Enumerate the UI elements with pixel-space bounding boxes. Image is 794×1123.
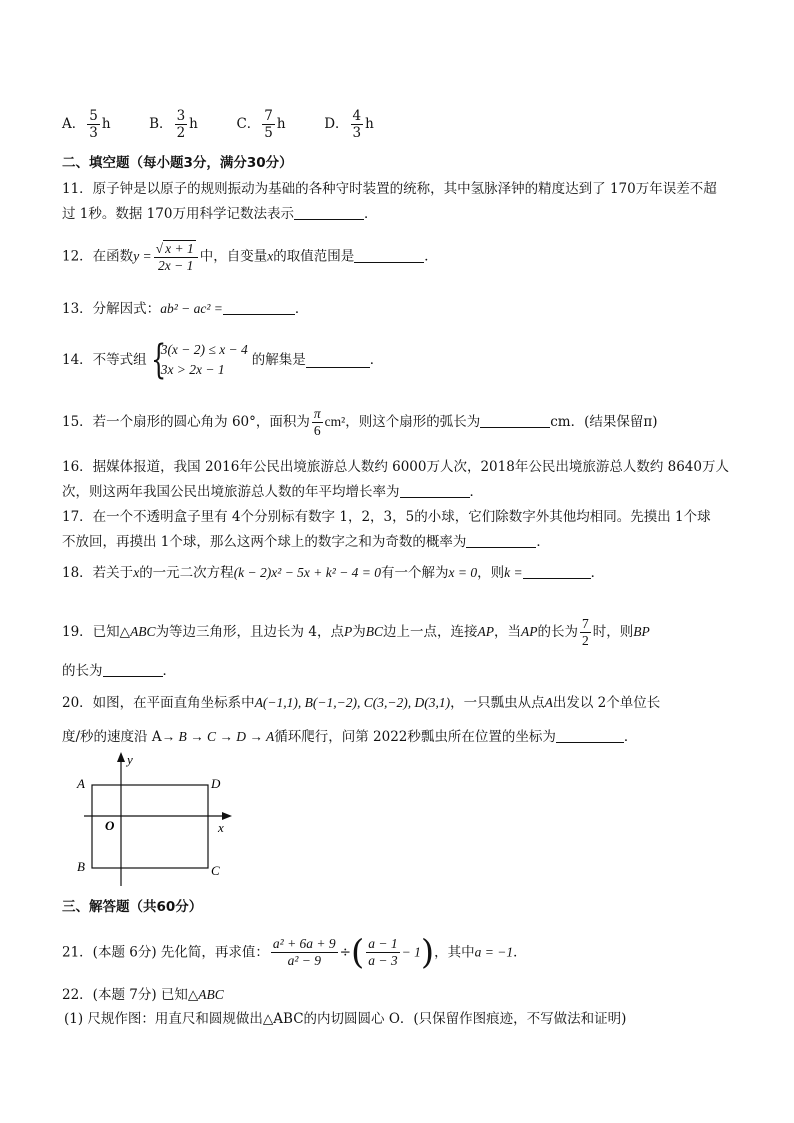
question-19-ap-2: AP bbox=[520, 624, 538, 639]
question-20-line-2 bbox=[62, 728, 637, 746]
option-a-unit: h bbox=[101, 116, 111, 132]
question-20-text-3: 出发以 2个单位长 bbox=[552, 695, 661, 711]
option-a-num: 5 bbox=[89, 108, 98, 124]
question-20-end: ． bbox=[623, 729, 638, 745]
question-15-end: cm．(结果保留π) bbox=[550, 414, 658, 430]
question-15-denominator: 6 bbox=[313, 423, 321, 438]
question-21-divide: ÷ bbox=[339, 944, 351, 961]
question-18-text-3: ，则 bbox=[477, 565, 505, 581]
question-14-row-2: 3x > 2x − 1 bbox=[160, 362, 225, 377]
question-19-text-2: 为 bbox=[352, 624, 366, 640]
question-18-text-2: 有一个解为 bbox=[381, 565, 449, 581]
question-21-numerator-2: a − 1 bbox=[368, 936, 398, 951]
question-19-text-7: 的长为 bbox=[62, 663, 103, 679]
label-d: D bbox=[211, 776, 221, 791]
question-13-prefix: 13．分解因式： bbox=[62, 301, 161, 317]
option-b-label: B． bbox=[149, 116, 173, 132]
option-d-den: 3 bbox=[352, 125, 362, 141]
question-12-var: x bbox=[267, 248, 274, 264]
question-19-text-6: 时，则 bbox=[592, 624, 634, 640]
question-12-numerator: x + 1 bbox=[165, 241, 194, 256]
question-14-prefix: 14．不等式组 bbox=[62, 352, 147, 368]
question-14-end: ． bbox=[369, 352, 384, 368]
question-20-text-1: 20．如图，在平面直角坐标系中 bbox=[62, 695, 255, 711]
question-12-end: ． bbox=[424, 248, 438, 265]
question-22-text: 22．(本题 7分) 已知△ bbox=[62, 987, 199, 1003]
label-c: C bbox=[211, 863, 220, 878]
answer-options bbox=[62, 108, 374, 141]
option-b bbox=[149, 108, 202, 141]
question-21-end: ． bbox=[513, 944, 527, 961]
answer-blank-19[interactable] bbox=[103, 662, 163, 677]
question-15-text: ，则这个扇形的弧长为 bbox=[345, 414, 481, 430]
question-19-text-3: 边上一点，连接 bbox=[382, 624, 478, 640]
question-22-line-1 bbox=[62, 986, 224, 1004]
question-21-denominator-1: a² − 9 bbox=[287, 953, 321, 968]
answer-blank-17[interactable] bbox=[466, 533, 536, 548]
question-16-end: ． bbox=[469, 484, 483, 500]
question-19-ap: AP bbox=[477, 624, 494, 639]
label-a: A bbox=[77, 776, 85, 791]
question-15-numerator: π bbox=[313, 406, 321, 421]
question-18-text: 的一元二次方程 bbox=[139, 565, 234, 581]
question-12-text: 中，自变量 bbox=[199, 248, 268, 265]
answer-blank-20[interactable] bbox=[556, 728, 624, 743]
question-11-end: ． bbox=[363, 206, 378, 222]
x-axis-arrow bbox=[222, 812, 232, 820]
question-19-point-p: P bbox=[343, 624, 353, 639]
question-14-row-1: 3(x − 2) ≤ x − 4 bbox=[160, 342, 248, 357]
question-14-system: { 3(x − 2) ≤ x − 4 3x > 2x − 1 bbox=[150, 337, 248, 383]
question-18-var: x bbox=[133, 565, 140, 580]
question-15 bbox=[62, 406, 658, 439]
question-16-text: 次，则这两年我国公民出境旅游总人数的年平均增长率为 bbox=[62, 484, 400, 500]
question-20-text-2: ，一只瓢虫从点 bbox=[450, 695, 545, 711]
question-22-triangle: ABC bbox=[198, 987, 224, 1002]
question-17-text: 不放回，再摸出 1个球，那么这两个球上的数字之和为奇数的概率为 bbox=[62, 534, 467, 550]
question-17-line-1: 17．在一个不透明盒子里有 4个分别标有数字 1，2，3，5的小球，它们除数字外其他均相同。先摸出 1个球 bbox=[62, 509, 711, 525]
label-y: y bbox=[127, 752, 133, 767]
option-c bbox=[236, 108, 289, 141]
question-12-text-2: 的取值范围是 bbox=[273, 248, 355, 265]
question-18-prefix: 18．若关于 bbox=[62, 565, 134, 581]
question-15-prefix: 15．若一个扇形的圆心角为 60°，面积为 bbox=[62, 414, 310, 430]
question-19-text-5: 的长为 bbox=[537, 624, 578, 640]
option-c-label: C． bbox=[236, 116, 261, 132]
question-12-denominator: 2x − 1 bbox=[158, 258, 194, 273]
coordinate-figure bbox=[70, 750, 240, 890]
question-19-prefix: 19．已知△ bbox=[62, 624, 131, 640]
question-19-bp: BP bbox=[633, 624, 650, 639]
answer-blank-18[interactable] bbox=[523, 564, 591, 579]
question-17-end: ． bbox=[536, 534, 550, 550]
question-18-solution: x = 0 bbox=[448, 565, 478, 580]
question-18 bbox=[62, 564, 604, 582]
question-20-line-1 bbox=[62, 694, 660, 712]
question-19-denominator: 2 bbox=[581, 633, 589, 648]
question-19-numerator: 7 bbox=[581, 616, 589, 631]
question-21-text: ，其中 bbox=[434, 944, 475, 961]
question-21-denominator-2: a − 3 bbox=[368, 953, 398, 968]
option-d-label: D． bbox=[324, 116, 349, 132]
label-b: B bbox=[77, 859, 85, 874]
question-19-line-2 bbox=[62, 662, 176, 680]
question-13-expression: ab² − ac² = bbox=[160, 301, 223, 316]
question-21-prefix: 21．(本题 6分) 先化简，再求值： bbox=[62, 944, 269, 961]
question-19-end: ． bbox=[162, 663, 176, 679]
option-d bbox=[324, 108, 374, 141]
answer-blank-11[interactable] bbox=[294, 205, 364, 220]
question-17-line-2 bbox=[62, 533, 550, 551]
label-o: O bbox=[105, 818, 115, 833]
answer-blank-15[interactable] bbox=[480, 413, 550, 428]
question-19-line-1 bbox=[62, 616, 650, 649]
option-b-num: 3 bbox=[176, 108, 186, 124]
option-c-num: 7 bbox=[264, 108, 273, 124]
option-b-unit: h bbox=[189, 116, 198, 132]
option-c-den: 5 bbox=[264, 125, 273, 141]
question-20-point-a: A bbox=[544, 695, 553, 710]
question-21-numerator-1: a² + 6a + 9 bbox=[272, 936, 336, 951]
question-20-text-5: 循环爬行，问第 2022秒瓢虫所在位置的坐标为 bbox=[274, 729, 556, 745]
question-18-k: k = bbox=[504, 565, 523, 580]
question-16-line-1: 16．据媒体报道，我国 2016年公民出境旅游总人数约 6000万人次，2018年公民出境旅游总人数约 8640万人 bbox=[62, 459, 729, 475]
option-a bbox=[62, 108, 115, 141]
option-a-label: A． bbox=[62, 116, 86, 132]
question-11-text: 过 1秒。数据 170万用科学记数法表示 bbox=[62, 206, 294, 222]
question-19-text-4: ，当 bbox=[493, 624, 521, 640]
question-16-line-2 bbox=[62, 483, 483, 501]
question-21: 21．(本题 6分) 先化简，再求值： $\frac{\text{a² + 6a + 9}}{\text{a² − 9}}$ ÷( $\frac{a - 1}{a - 3}$ − 1)，其中a = −1． bbox=[62, 932, 527, 973]
question-20-text-4: 度/秒的速度沿 A bbox=[62, 729, 162, 745]
option-d-unit: h bbox=[365, 116, 374, 132]
question-19-bc: BC bbox=[365, 624, 383, 639]
question-14-text: 的解集是 bbox=[251, 352, 306, 368]
question-19-triangle: ABC bbox=[130, 624, 156, 639]
section-2-heading: 二、填空题（每小题3分，满分30分） bbox=[62, 155, 293, 171]
answer-blank-16[interactable] bbox=[400, 483, 470, 498]
question-22-line-2: (1) 尺规作图：用直尺和圆规做出△ABC的内切圆圆心 O．(只保留作图痕迹，不写做法和证明) bbox=[64, 1011, 627, 1027]
question-11-line-1: 11．原子钟是以原子的规则振动为基础的各种守时装置的统称，其中氢脉泽钟的精度达到了 170万年误差不超 bbox=[62, 181, 717, 197]
label-x: x bbox=[218, 820, 224, 835]
question-13-end: ． bbox=[294, 301, 309, 317]
y-axis-arrow bbox=[117, 752, 125, 762]
question-14 bbox=[62, 337, 384, 383]
question-21-value: a = −1 bbox=[474, 944, 514, 960]
question-20-path: → B → C → D → A bbox=[161, 729, 275, 744]
question-18-end: ． bbox=[590, 565, 605, 581]
question-12: 12．在函数y = $\frac{√ x + 1}{2x - 1}$ 中，自变量x的取值范围是 ． bbox=[62, 241, 438, 273]
answer-blank-13[interactable] bbox=[223, 300, 295, 315]
section-3-heading: 三、解答题（共60分） bbox=[62, 899, 203, 915]
question-12-function-y: y = bbox=[133, 248, 152, 264]
option-c-unit: h bbox=[276, 116, 286, 132]
option-b-den: 2 bbox=[176, 125, 186, 141]
question-12-prefix: 12．在函数 bbox=[62, 248, 134, 265]
question-19-text-1: 为等边三角形，且边长为 4，点 bbox=[155, 624, 344, 640]
answer-blank-14[interactable] bbox=[306, 353, 370, 368]
answer-blank-12[interactable] bbox=[354, 248, 424, 263]
question-11-line-2 bbox=[62, 205, 377, 223]
question-21-minus-one: − 1 bbox=[401, 944, 421, 960]
question-18-equation: (k − 2)x² − 5x + k² − 4 = 0 bbox=[233, 565, 382, 580]
option-a-den: 3 bbox=[89, 125, 98, 141]
question-20-coordinates: A(−1,1), B(−1,−2), C(3,−2), D(3,1) bbox=[254, 695, 451, 710]
option-d-num: 4 bbox=[352, 108, 362, 124]
question-15-unit: cm² bbox=[324, 414, 346, 429]
question-13 bbox=[62, 300, 308, 318]
